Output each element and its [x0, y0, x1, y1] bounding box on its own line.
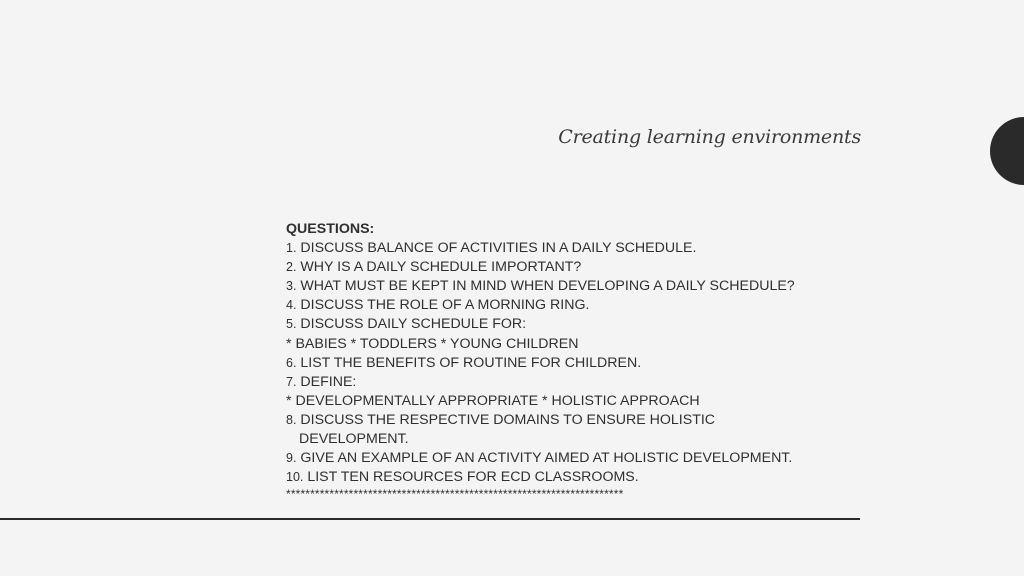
- question-text: DISCUSS THE ROLE OF A MORNING RING.: [296, 297, 590, 314]
- question-text: DEFINE:: [296, 373, 357, 390]
- question-text: WHY IS A DAILY SCHEDULE IMPORTANT?: [296, 259, 582, 276]
- question-line: [286, 411, 846, 430]
- question-number: 3.: [286, 279, 297, 294]
- question-number: 9.: [286, 451, 297, 466]
- question-text: GIVE AN EXAMPLE OF AN ACTIVITY AIMED AT HOLISTIC DEVELOPMENT.: [296, 450, 793, 467]
- question-number: 4.: [286, 298, 297, 313]
- questions-block: [286, 220, 846, 501]
- question-number: 6.: [286, 355, 297, 370]
- question-line: [286, 296, 846, 315]
- question-number: 5.: [286, 317, 297, 332]
- question-line: [286, 373, 846, 392]
- question-text: DEVELOPMENT.: [299, 431, 409, 448]
- question-line: [286, 468, 846, 487]
- asterisk-separator: **********************************************************************: [286, 487, 624, 502]
- question-number: 2.: [286, 260, 297, 275]
- decorative-circle: [990, 117, 1024, 185]
- question-number: 8.: [286, 412, 297, 427]
- question-continuation: [286, 430, 846, 449]
- question-number: 7.: [286, 374, 297, 389]
- question-text: * DEVELOPMENTALLY APPROPRIATE * HOLISTIC APPROACH: [286, 392, 700, 409]
- question-text: DISCUSS DAILY SCHEDULE FOR:: [296, 316, 527, 333]
- question-line: [286, 277, 846, 296]
- question-number: 1.: [286, 241, 297, 256]
- question-line: [286, 315, 846, 334]
- question-text: DISCUSS BALANCE OF ACTIVITIES IN A DAILY SCHEDULE.: [296, 240, 697, 257]
- question-line: [286, 449, 846, 468]
- question-number: 10.: [286, 470, 304, 485]
- question-text: * BABIES * TODDLERS * YOUNG CHILDREN: [286, 335, 579, 352]
- bottom-divider: [0, 518, 860, 520]
- question-line: [286, 239, 846, 258]
- question-subitems: [286, 392, 846, 411]
- question-line: [286, 354, 846, 373]
- question-text: LIST THE BENEFITS OF ROUTINE FOR CHILDREN.: [296, 354, 642, 371]
- question-text: DISCUSS THE RESPECTIVE DOMAINS TO ENSURE HOLISTIC: [296, 411, 716, 428]
- question-line: [286, 258, 846, 277]
- question-text: WHAT MUST BE KEPT IN MIND WHEN DEVELOPING A DAILY SCHEDULE?: [296, 278, 795, 295]
- question-text: LIST TEN RESOURCES FOR ECD CLASSROOMS.: [303, 469, 639, 486]
- slide-title: Creating learning environments: [558, 126, 861, 148]
- question-subitems: [286, 335, 846, 354]
- questions-heading: QUESTIONS:: [286, 221, 375, 237]
